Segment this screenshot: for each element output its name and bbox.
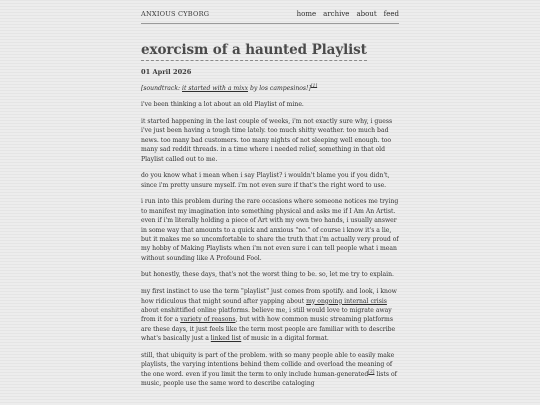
paragraph-6-text-d: of music in a digital format.	[241, 335, 329, 343]
paragraph-4: i run into this problem during the rare occasions where someone notices me trying to manifest my imagination into something physical and asks me if I Am An Artist. even if i'm literally holding a piece of Art with my own two hands, i usually answer in some way that amounts to a quick and anxious "no." of course i know it's a lie, but it makes me so uncomfortable to share the truth that i'm actually very proud of my hobby of Making Playlists when i'm not even sure i can tell people what i mean without sounding like A Profound Fool.	[141, 198, 399, 262]
paragraph-2: it started happening in the last couple of weeks, i'm not exactly sure why, i guess i've just been having a tough time lately. too much shitty weather. too much bad news. too many bad customers. too many nights of not sleeping well enough. too many sad reddit threads. in a time where i needed relief, something in that old Playlist called out to me.	[141, 117, 393, 163]
paragraph-6	[141, 287, 401, 343]
soundtrack-line	[141, 84, 401, 93]
paragraph-6-text-c: , but with how common music streaming platforms are these days, it just feels like the term most people are familiar with to describe what's basically just a	[141, 316, 396, 343]
soundtrack-prefix: [soundtrack:	[141, 84, 183, 92]
paragraph-7-text-b: lists of music, people use the same word to describe cataloging	[141, 370, 397, 388]
nav-feed[interactable]: feed	[383, 10, 399, 18]
soundtrack-artist: by los campesinos!]	[248, 84, 311, 92]
post-title: exorcism of a haunted Playlist	[141, 42, 367, 61]
main-nav	[297, 10, 399, 18]
nav-archive[interactable]: archive	[323, 10, 350, 18]
soundtrack-song-link[interactable]: it started with a mixx	[182, 84, 249, 92]
paragraph-6-text-a: my first instinct to use the term "playlist" just comes from spotify. and look, i know how ridiculous that might sound after yapping about	[141, 288, 397, 305]
site-header	[141, 8, 399, 24]
nav-home[interactable]: home	[296, 10, 317, 18]
footnote-link-2[interactable]: [2]	[368, 369, 375, 375]
paragraph-1: i've been thinking a lot about an old Playlist of mine.	[141, 101, 304, 109]
paragraph-5: but honestly, these days, that's not the worst thing to be. so, let me try to explain.	[141, 271, 394, 279]
paragraph-7-text-a: still, that ubiquity is part of the problem. with so many people able to easily make playlists, the varying intentions behind them collide and overload the meaning of the one word. even if you limit the term to only include human-generated	[141, 351, 395, 378]
post-date: 01 April 2026	[141, 68, 192, 76]
nav-about[interactable]: about	[356, 10, 377, 18]
page	[141, 0, 540, 389]
linked-list-link[interactable]: linked list	[210, 335, 242, 343]
site-title[interactable]: ANXIOUS CYBORG	[141, 10, 210, 18]
variety-of-reasons-link[interactable]: variety of reasons	[180, 316, 236, 324]
internal-crisis-link[interactable]: my ongoing internal crisis	[306, 297, 387, 305]
post-content	[141, 84, 401, 389]
paragraph-6-text-b: about enshittified online platforms. believe me, i still would love to migrate away from it for a	[141, 307, 392, 324]
paragraph-7	[141, 351, 401, 389]
footnote-link-1[interactable]: [1]	[310, 83, 318, 89]
paragraph-3: do you know what i mean when i say Playlist? i wouldn't blame you if you didn't, since i'm pretty unsure myself. i'm not even sure if that's the right word to use.	[141, 172, 390, 189]
